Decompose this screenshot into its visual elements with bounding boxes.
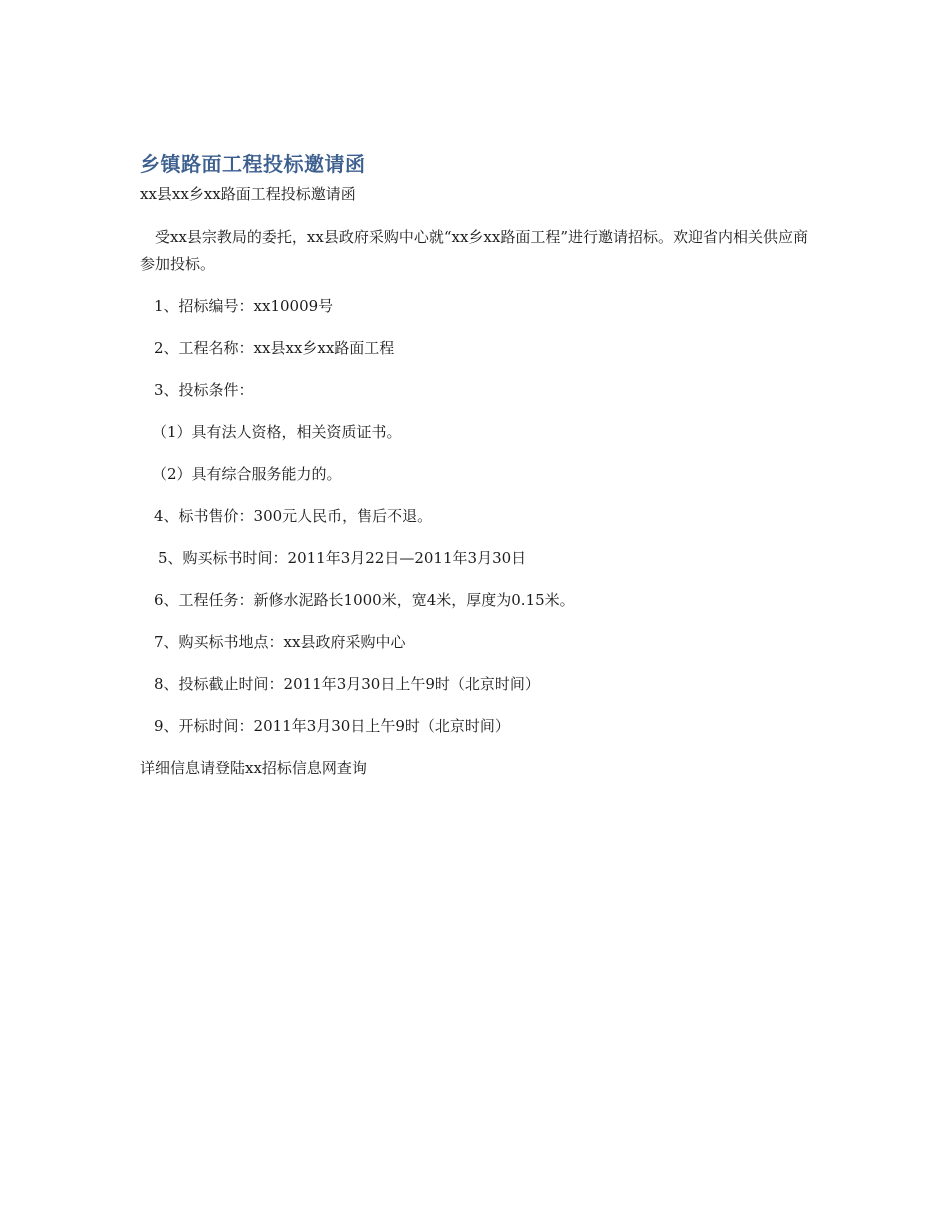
footer-note: 详细信息请登陆xx招标信息网查询	[140, 759, 367, 777]
document-title: 乡镇路面工程投标邀请函	[140, 152, 366, 176]
item-document-price: 4、标书售价：300元人民币，售后不退。	[154, 507, 433, 525]
document-subtitle: xx县xx乡xx路面工程投标邀请函	[140, 185, 356, 203]
item-project-task: 6、工程任务：新修水泥路长1000米，宽4米，厚度为0.15米。	[154, 591, 575, 609]
condition-legal-qualification: （1）具有法人资格，相关资质证书。	[152, 423, 402, 441]
item-bid-opening-time: 9、开标时间：2011年3月30日上午9时（北京时间）	[154, 717, 510, 735]
item-project-name: 2、工程名称：xx县xx乡xx路面工程	[154, 339, 395, 357]
item-purchase-time: 5、购买标书时间：2011年3月22日—2011年3月30日	[158, 549, 527, 567]
condition-service-capability: （2）具有综合服务能力的。	[152, 465, 342, 483]
item-bid-deadline: 8、投标截止时间：2011年3月30日上午9时（北京时间）	[154, 675, 540, 693]
item-tender-number: 1、招标编号：xx10009号	[154, 297, 334, 315]
item-purchase-location: 7、购买标书地点：xx县政府采购中心	[154, 633, 406, 651]
intro-paragraph: 受xx县宗教局的委托，xx县政府采购中心就“xx乡xx路面工程”进行邀请招标。欢迎省内相关供应商参加投标。	[140, 228, 809, 273]
document-body	[140, 148, 810, 782]
item-bidding-conditions: 3、投标条件：	[154, 381, 254, 399]
